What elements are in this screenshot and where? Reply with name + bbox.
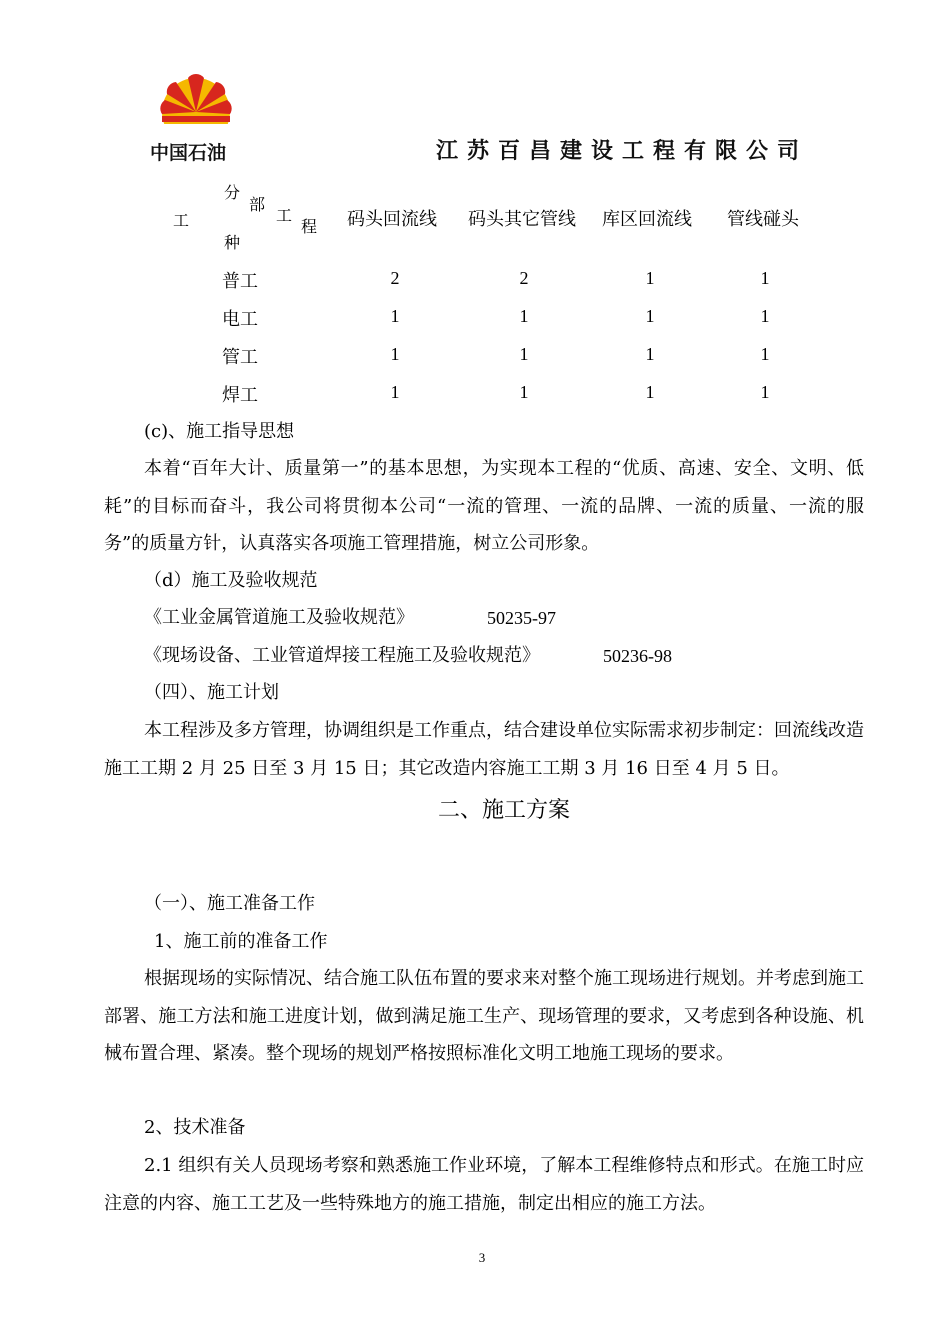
table-corner-zhong: 种 xyxy=(224,233,241,252)
table-cell: 1 xyxy=(645,268,655,288)
spec-name: 《工业金属管道施工及验收规范》 xyxy=(144,607,414,628)
table-col-header: 码头其它管线 xyxy=(468,209,576,230)
table-cell: 1 xyxy=(390,306,400,326)
subsection-heading: 2、技术准备 xyxy=(144,1117,246,1138)
table-cell: 1 xyxy=(645,382,655,402)
table-col-header: 库区回流线 xyxy=(602,209,692,230)
paragraph xyxy=(104,450,864,563)
spec-code: 50235-97 xyxy=(487,608,556,628)
paragraph-text: 本工程涉及多方管理，协调组织是工作重点，结合建设单位实际需求初步制定：回流线改造施工工期 2 月 25 日至 3 月 15 日；其它改造内容施工工期 3 月 16 日至 4 月 5 日。 xyxy=(104,720,864,779)
table-corner-bu: 部 xyxy=(249,195,266,214)
table-cell: 1 xyxy=(645,344,655,364)
table-col-header: 管线碰头 xyxy=(727,209,799,230)
spec-code: 50236-98 xyxy=(603,646,672,666)
table-col-header: 码头回流线 xyxy=(347,209,437,230)
page-number: 3 xyxy=(478,1250,486,1265)
table-corner-gong2: 工 xyxy=(173,211,190,230)
section-heading: （d）施工及验收规范 xyxy=(144,570,318,591)
spec-name: 《现场设备、工业管道焊接工程施工及验收规范》 xyxy=(144,645,540,666)
section-heading: (c)、施工指导思想 xyxy=(144,421,295,442)
logo-text: 中国石油 xyxy=(150,142,227,164)
paragraph-text: 本着“百年大计、质量第一”的基本思想，为实现本工程的“优质、高速、安全、文明、低耗”的目标而奋斗，我公司将贯彻本公司“一流的管理、一流的品牌、一流的质量、一流的服务”的质量方针，认真落实各项施工管理措施，树立公司形象。 xyxy=(104,458,864,554)
table-cell: 1 xyxy=(760,344,770,364)
table-cell: 1 xyxy=(519,382,529,402)
table-corner-cheng: 程 xyxy=(301,217,318,236)
table-cell: 1 xyxy=(645,306,655,326)
table-cell: 2 xyxy=(390,268,400,288)
company-name: 江苏百昌建设工程有限公司 xyxy=(436,139,809,164)
table-cell: 1 xyxy=(760,306,770,326)
row-label: 电工 xyxy=(222,309,258,330)
chapter-title: 二、施工方案 xyxy=(437,798,570,823)
table-corner-fen: 分 xyxy=(224,183,241,202)
paragraph xyxy=(104,1147,864,1222)
table-cell: 1 xyxy=(519,344,529,364)
paragraph xyxy=(104,960,864,1073)
table-cell: 1 xyxy=(760,268,770,288)
row-label: 管工 xyxy=(222,347,258,368)
table-cell: 1 xyxy=(519,306,529,326)
paragraph xyxy=(104,712,864,787)
table-cell: 1 xyxy=(390,344,400,364)
table-cell: 2 xyxy=(519,268,529,288)
row-label: 普工 xyxy=(222,271,258,292)
row-label: 焊工 xyxy=(222,385,258,406)
table-corner-gong1: 工 xyxy=(276,206,293,225)
paragraph-text: 根据现场的实际情况、结合施工队伍布置的要求来对整个施工现场进行规划。并考虑到施工部署、施工方法和施工进度计划，做到满足施工生产、现场管理的要求，又考虑到各种设施、机械布置合理、紧凑。整个现场的规划严格按照标准化文明工地施工现场的要求。 xyxy=(104,968,864,1064)
table-cell: 1 xyxy=(390,382,400,402)
section-heading: （一）、施工准备工作 xyxy=(144,893,315,914)
paragraph-text: 2.1 组织有关人员现场考察和熟悉施工作业环境，了解本工程维修特点和形式。在施工时应注意的内容、施工工艺及一些特殊地方的施工措施，制定出相应的施工方法。 xyxy=(104,1155,864,1214)
section-heading: （四）、施工计划 xyxy=(144,682,279,703)
subsection-heading: 1、施工前的准备工作 xyxy=(154,931,328,952)
table-cell: 1 xyxy=(760,382,770,402)
